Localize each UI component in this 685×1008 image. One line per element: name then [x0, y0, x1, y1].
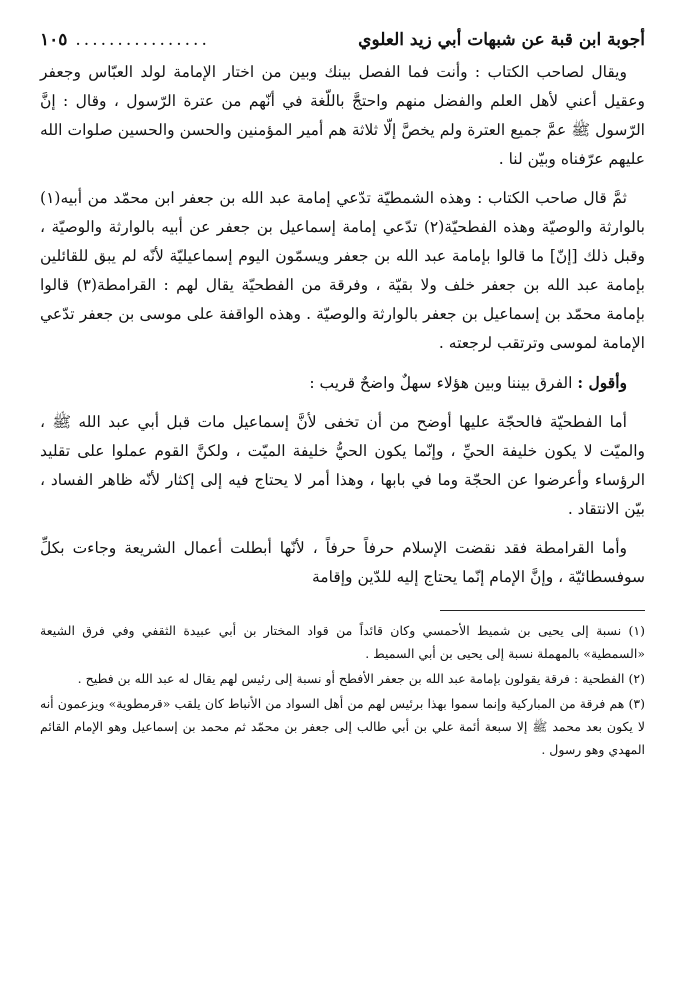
footnote-1: (١) نسبة إلى يحيى بن شميط الأحمسي وكان قائداً من قواد المختار بن أبي عبيدة الثقفي وفي فرق الشيعة «السمطية» بالمهملة نسبة إلى يحيى بن أبي السميط .: [40, 623, 645, 661]
aqul-text: الفرق بيننا وبين هؤلاء سهلٌ واضحٌ قريب :: [309, 374, 573, 392]
paragraph-2: ثمَّ قال صاحب الكتاب : وهذه الشمطيّة تدّعي إمامة عبد الله بن جعفر ابن محمّد من أبيه(١) بالوارثة والوصيّة وهذه الفطحيّة(٢) تدّعي إمامة إسماعيل بن جعفر عن أبيه بالوارثة والوصيّة ، وقبل ذلك [إنّ] ما قالوا بإمامة عبد الله بن جعفر ويسمّون اليوم إسماعيليّة لأنّه لم يبق للقائلين بإمامة عبد الله بن جعفر خلف ولا بقيّة ، وفرقة من الفطحيّة يقال لهم : القرامطة(٣) قالوا بإمامة محمّد بن إسماعيل بن جعفر بالوارثة والوصيّة . وهذه الواقفة على موسى بن جعفر تدّعي الإمامة لموسى وترتقب لرجعته .: [40, 189, 645, 352]
header-leader-dots: ................: [75, 30, 210, 50]
aqul-label: وأقول :: [577, 373, 627, 392]
paragraph-3: أما الفطحيّة فالحجّة عليها أوضح من أن تخفى لأنَّ إسماعيل مات قبل أبي عبد الله ﷺ ، والميّت لا يكون خليفة الحيِّ ، وإنّما يكون الحيُّ خليفة الميّت ، ولكنَّ القوم عملوا على تقليد الرؤساء وأعرضوا عن الحجّة وما في بابها ، وهذا أمر لا يحتاج فيه إلى إكثار لأنّه ظاهر الفساد ، بيّن الانتقاد .: [40, 413, 645, 518]
paragraph-4: وأما القرامطة فقد نقضت الإسلام حرفاً حرفاً ، لأنّها أبطلت أعمال الشريعة وجاءت بكلِّ سوفسطائيّة ، وإنَّ الإمام إنّما يحتاج إليه للدّين وإقامة: [40, 539, 645, 586]
footnote-2: (٢) الفطحية : فرقة يقولون بإمامة عبد الله بن جعفر الأفطح أو نسبة إلى رئيس لهم يقال له عبد الله بن فطيح .: [77, 671, 645, 686]
footnotes: [40, 619, 645, 761]
paragraph-1: ويقال لصاحب الكتاب : وأنت فما الفصل بينك وبين من اختار الإمامة لولد العبّاس وجعفر وعقيل أعني لأهل العلم والفضل منهم واحتجَّ باللّغة في أنّهم من عترة الرّسول ، وقال : إنَّ الرّسول ﷺ عمَّ جميع العترة ولم يخصَّ إلّا ثلاثة هم أمير المؤمنين والحسن والحسين صلوات الله عليهم عرّفناه وبيّن لنا .: [40, 63, 645, 168]
main-text: [40, 58, 645, 592]
page-number: ١٠٥: [40, 30, 68, 50]
aqul-paragraph: [40, 368, 645, 398]
footnote-divider: [440, 610, 645, 611]
footnote-3: (٣) هم فرقة من المباركية وإنما سموا بهذا برئيس لهم من أهل السواد من الأنباط كان يلقب «قرمطوية» ويزعمون أنه لا يكون بعد محمد ﷺ إلا سبعة أئمة علي بن أبي طالب إلى جعفر بن محمّد ثم محمد بن إسماعيل وهو الإمام القائم المهدي وهو رسول .: [40, 696, 645, 757]
header-title: أجوبة ابن قبة عن شبهات أبي زيد العلوي: [358, 30, 645, 50]
running-header: [40, 28, 645, 58]
